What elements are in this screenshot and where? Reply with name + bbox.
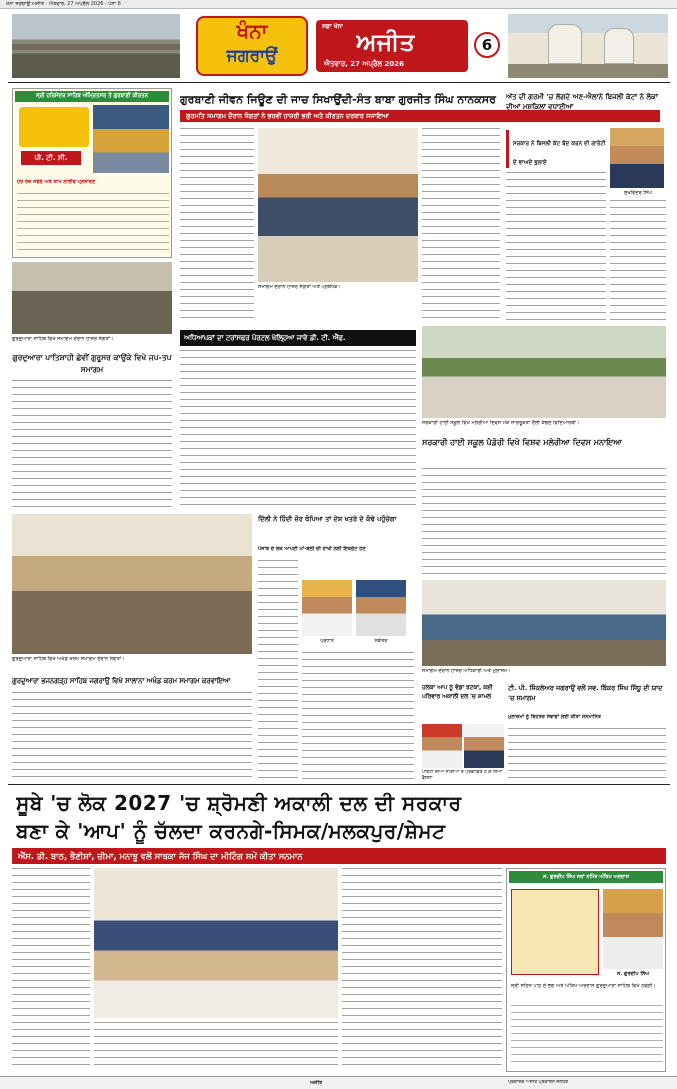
aap-headline-text: ਹਲਕਾ ਆਪ ਨੂੰ ਵੱਡਾ ਝਟਕਾ, ਕਈ ਪਰਿਵਾਰ ਅਕਾਲੀ ਦਲ 'ਚ ਸ਼ਾਮਲ [422,685,493,700]
masthead-edition-tag: ਸਫ਼ਾ ਖੰਨਾ [322,23,344,30]
bottom-photo [94,868,338,1018]
bhajankhar-photo [12,514,252,654]
electric-body [508,728,666,780]
hockey-portrait-a-caption: ਪ੍ਰਧਾਨ [319,638,335,644]
footer [0,1076,677,1089]
electric-headline-text: ਟੀ. ਪੀ. ਸਿੰਕਲੇਅਰ ਜਗਰਾਉਂ ਵਲੋਂ ਸਵ. ਬਿੱਕਰ ਸਿੰਘ ਸਿੱਧੂ ਦੀ ਯਾਦ 'ਚ ਸਮਾਗਮ [508,684,663,702]
footer-left: ਅਜੀਤ [310,1080,323,1086]
masthead-title-line1: ਖੰਨਾ [236,19,268,43]
bhajankhar-headline [12,674,252,688]
ad-bottom-title-text: ਸ. ਗੁਰਦੀਪ ਸਿੰਘ ਸਰਾਂ ਨਮਿੱਤ ਅੰਤਿਮ ਅਰਦਾਸ [543,874,629,880]
ad-bottom-portrait [603,889,663,969]
bottom-body-caption [94,1022,338,1068]
lead-col-3 [422,128,500,324]
electric-headline [508,684,666,712]
masthead-left-photo [12,14,180,78]
teachers-body [180,350,416,510]
right-top-pullquote [506,130,606,168]
right-top-portrait-caption: ਸੁਖਵਿੰਦਰ ਸਿੰਘ [624,190,652,196]
ad-bottom-title [509,871,663,883]
lead-col-1 [180,128,254,324]
ad-bottom-caption: ਸ. ਗੁਰਦੀਪ ਸਿੰਘ [617,971,649,977]
lead-caption: ਸਮਾਗਮ ਦੌਰਾਨ ਹਾਜ਼ਰ ਸੰਗਤਾਂ ਅਤੇ ਪ੍ਰਬੰਧਕ। [258,284,341,290]
gurusar-headline-text: ਗੁਰਦੁਆਰਾ ਪਾਤਿਸ਼ਾਹੀ ਛੇਵੀਂ ਗੁਰੂਸਰ ਕਾਉਂਕੇ ਵਿਖੇ ਜਪ-ਤਪ ਸਮਾਗਮ [12,353,172,374]
right-top-body-2 [610,200,666,322]
aap-portrait-a [422,724,462,768]
masthead-brand: ਅਜੀਤ [356,28,415,56]
ad-left-photo [93,105,169,173]
hockey-body [258,560,298,780]
lead-headline: ਗੁਰਬਾਣੀ ਜੀਵਨ ਜਿਊਣ ਦੀ ਜਾਚ ਸਿਖਾਉਂਦੀ-ਸੰਤ ਬਾਬਾ ਗੁਰਜੀਤ ਸਿੰਘ ਨਾਨਕਸਰ [180,93,496,106]
hockey-subhead: ਪੰਜਾਬ ਦੇ ਲੋਕ ਆਪਣੀ ਮਾਂ-ਬੋਲੀ ਦੀ ਰਾਖੀ ਲਈ ਇਕਜੁੱਟ ਹੋਣ [258,546,366,552]
banner-subline: ਐੱਸ. ਡੀ. ਬਾਠ, ਭੈਣੀਸ਼ਾਂ, ਚੀਮਾ, ਮਨਾਝੂ ਵਲੋਂ ਸਾਬਕਾ ਜੱਜ ਸਿੰਘ ਦਾ ਮੀਟਿੰਗ ਸਮੇਂ ਕੀਤਾ ਸਨਮਾਨ [18,851,303,861]
bottom-body-mid [342,868,502,1068]
hockey-body-2 [302,652,414,780]
footer-right: ਪ੍ਰਕਾਸ਼ਕ ਅਜੀਤ ਪ੍ਰਕਾਸ਼ਨ ਜਲੰਧਰ [508,1080,569,1085]
school-body [422,468,666,576]
ad-left-badge: ਪੀ. ਟੀ. ਸੀ. [21,151,81,165]
lead-photo [258,128,418,282]
banner-subline-bar [12,848,666,864]
gurusar-body [12,380,172,510]
gurusar-headline [12,352,172,378]
right-top-headline [506,92,666,126]
ad-left [12,88,172,258]
teachers-headline-text: ਅਧਿਆਪਕਾਂ ਦਾ ਟਰਾਂਸਫਰ ਪੋਰਟਲ ਖੋਲ੍ਹਿਆ ਜਾਵੇ ਡੀ. ਟੀ. ਐੱਫ. [184,334,346,342]
top-strip [0,0,677,9]
ad-bottom [506,868,666,1072]
right-top-pullquote-text: ਸਰਕਾਰ ਨੇ ਬਿਜਲੀ ਕੱਟ ਬੰਦ ਕਰਨ ਦੀ ਗਾਰੰਟੀ ਦੇ ਵਾਅਦੇ ਭੁਲਾਏ [513,141,606,166]
right-top-headline-text: ਅੱਤ ਦੀ ਗਰਮੀ 'ਚ ਲੱਗਦੇ ਅਣ-ਐਲਾਨੇ ਬਿਜਲੀ ਕੱਟਾਂ ਨੇ ਲੋਕਾਂ ਦੀਆਂ ਮੁਸ਼ਕਿਲਾਂ ਵਧਾਈਆਂ [506,93,658,111]
masthead [184,14,504,78]
masthead-brand-box [316,20,468,72]
bhajankhar-caption: ਗੁਰਦੁਆਰਾ ਸਾਹਿਬ ਵਿਖੇ ਅਖੰਡ ਕਰਮ ਸਮਾਗਮ ਦੌਰਾਨ ਸੰਗਤਾਂ। [12,656,125,662]
ad-left-logo [19,107,89,147]
school-photo [422,326,666,418]
aap-portrait-b [464,724,504,768]
right-top-portrait [610,128,664,188]
hockey-portrait-b-caption: ਸਕੱਤਰ [374,638,388,644]
teachers-headline [180,330,416,346]
aap-sub: ਪਾਰਟੀ ਦੀਆਂ ਨੀਤੀਆਂ ਤੋਂ ਪ੍ਰਭਾਵਿਤ ਹੋ ਕੇ ਲਿਆ ਫੈਸਲਾ [422,770,503,781]
ad-left-promo: ਹਰ ਰੋਜ਼ ਸਵੇਰੇ ਅਤੇ ਸ਼ਾਮ ਲਾਈਵ ਪ੍ਰਸਾਰਣ [17,179,96,185]
gurusar-caption: ਗੁਰਦੁਆਰਾ ਸਾਹਿਬ ਵਿਖੇ ਸਮਾਗਮ ਦੌਰਾਨ ਹਾਜ਼ਰ ਸੰਗਤਾਂ। [12,336,114,342]
page-number: 6 [481,36,493,54]
electric-photo [422,580,666,666]
right-top-body [506,172,606,322]
top-strip-text: ਖੰਨਾ ਜਗਰਾਉਂ ਅਜੀਤ · ਐਤਵਾਰ, 27 ਅਪ੍ਰੈਲ 2026 · ਪੰਨਾ 6 [6,1,121,7]
school-headline [422,436,666,464]
gurusar-photo [12,262,172,334]
lead-subhead-text: ਗੁਰਮਤਿ ਸਮਾਗਮ ਦੌਰਾਨ ਸੰਗਤਾਂ ਨੇ ਭਰਵੀਂ ਹਾਜ਼ਰੀ ਭਰੀ ਅਤੇ ਕੀਰਤਨ ਦਰਬਾਰ ਸਜਾਇਆ [186,112,389,120]
banner-line2: ਬਣਾ ਕੇ 'ਆਪ' ਨੂੰ ਚੱਲਦਾ ਕਰਨਗੇ-ਸਿਮਕ/ਮਲਕਪੁਰ/ਸ਼ੇਮਟ [16,819,446,843]
electric-sub: ਮੁਲਾਜ਼ਮਾਂ ਨੂੰ ਬਿਹਤਰ ਸੇਵਾਵਾਂ ਲਈ ਕੀਤਾ ਸਨਮਾਨਿਤ [508,714,601,720]
banner-line1: ਸੂਬੇ 'ਚ ਲੋਕ 2027 'ਚ ਸ਼੍ਰੋਮਣੀ ਅਕਾਲੀ ਦਲ ਦੀ ਸਰਕਾਰ [16,791,462,815]
bottom-body-left [12,868,90,1068]
hockey-headline-text: ਦਿੱਲੀ ਨੇ ਹਿੰਦੀ ਜ਼ੋਰ ਥੋਪਿਆ ਤਾਂ ਦੇਸ਼ ਖਤਰੇ ਦੇ ਕੰਢੇ ਪਹੁੰਚੇਗਾ [258,515,397,523]
masthead-right-photo [508,14,668,78]
masthead-title-line2: ਜਗਰਾਉਂ [226,46,278,66]
masthead-left-title [196,16,308,76]
ad-bottom-body: ਸ੍ਰੀ ਸਹਿਜ ਪਾਠ ਦੇ ਭੋਗ ਅਤੇ ਅੰਤਿਮ ਅਰਦਾਸ ਗੁਰਦੁਆਰਾ ਸਾਹਿਬ ਵਿਖੇ ਹੋਵੇਗੀ। [511,983,656,989]
page-number-badge [474,32,500,58]
electric-caption: ਸਮਾਗਮ ਦੌਰਾਨ ਹਾਜ਼ਰ ਅਧਿਕਾਰੀ ਅਤੇ ਮੁਲਾਜ਼ਮ। [422,668,511,674]
bhajankhar-headline-text: ਗੁਰਦੁਆਰਾ ਭਜਨਗੜ੍ਹ ਸਾਹਿਬ ਜਗਰਾਉਂ ਵਿਖੇ ਸਾਲਾਨਾ ਅਖੰਡ ਕਰਮ ਸਮਾਗਮ ਕਰਵਾਇਆ [12,677,231,685]
hockey-portrait-b [356,580,406,636]
masthead-date: ਐਤਵਾਰ, 27 ਅਪ੍ਰੈਲ 2026 [324,60,405,68]
aap-headline [422,684,504,720]
ad-left-title: ਸ੍ਰੀ ਹਰਿਮੰਦਰ ਸਾਹਿਬ ਅੰਮ੍ਰਿਤਸਰ ਤੋਂ ਗੁਰਬਾਣੀ ਕੀਰਤਨ [15,91,169,102]
school-caption: ਸਰਕਾਰੀ ਹਾਈ ਸਕੂਲ ਵਿਖੇ ਮਲੇਰੀਆ ਦਿਵਸ ਮੌਕੇ ਜਾਗਰੂਕਤਾ ਰੈਲੀ ਕੱਢਦੇ ਵਿਦਿਆਰਥੀ। [422,420,580,426]
ad-bottom-card [511,889,599,975]
hockey-headline [258,514,418,544]
hockey-portrait-a [302,580,352,636]
bhajankhar-body [12,692,252,780]
school-headline-text: ਸਰਕਾਰੀ ਹਾਈ ਸਕੂਲ ਪੰਡੋਰੀ ਵਿਖੇ ਵਿਸ਼ਵ ਮਲੇਰੀਆ ਦਿਵਸ ਮਨਾਇਆ [422,438,622,447]
